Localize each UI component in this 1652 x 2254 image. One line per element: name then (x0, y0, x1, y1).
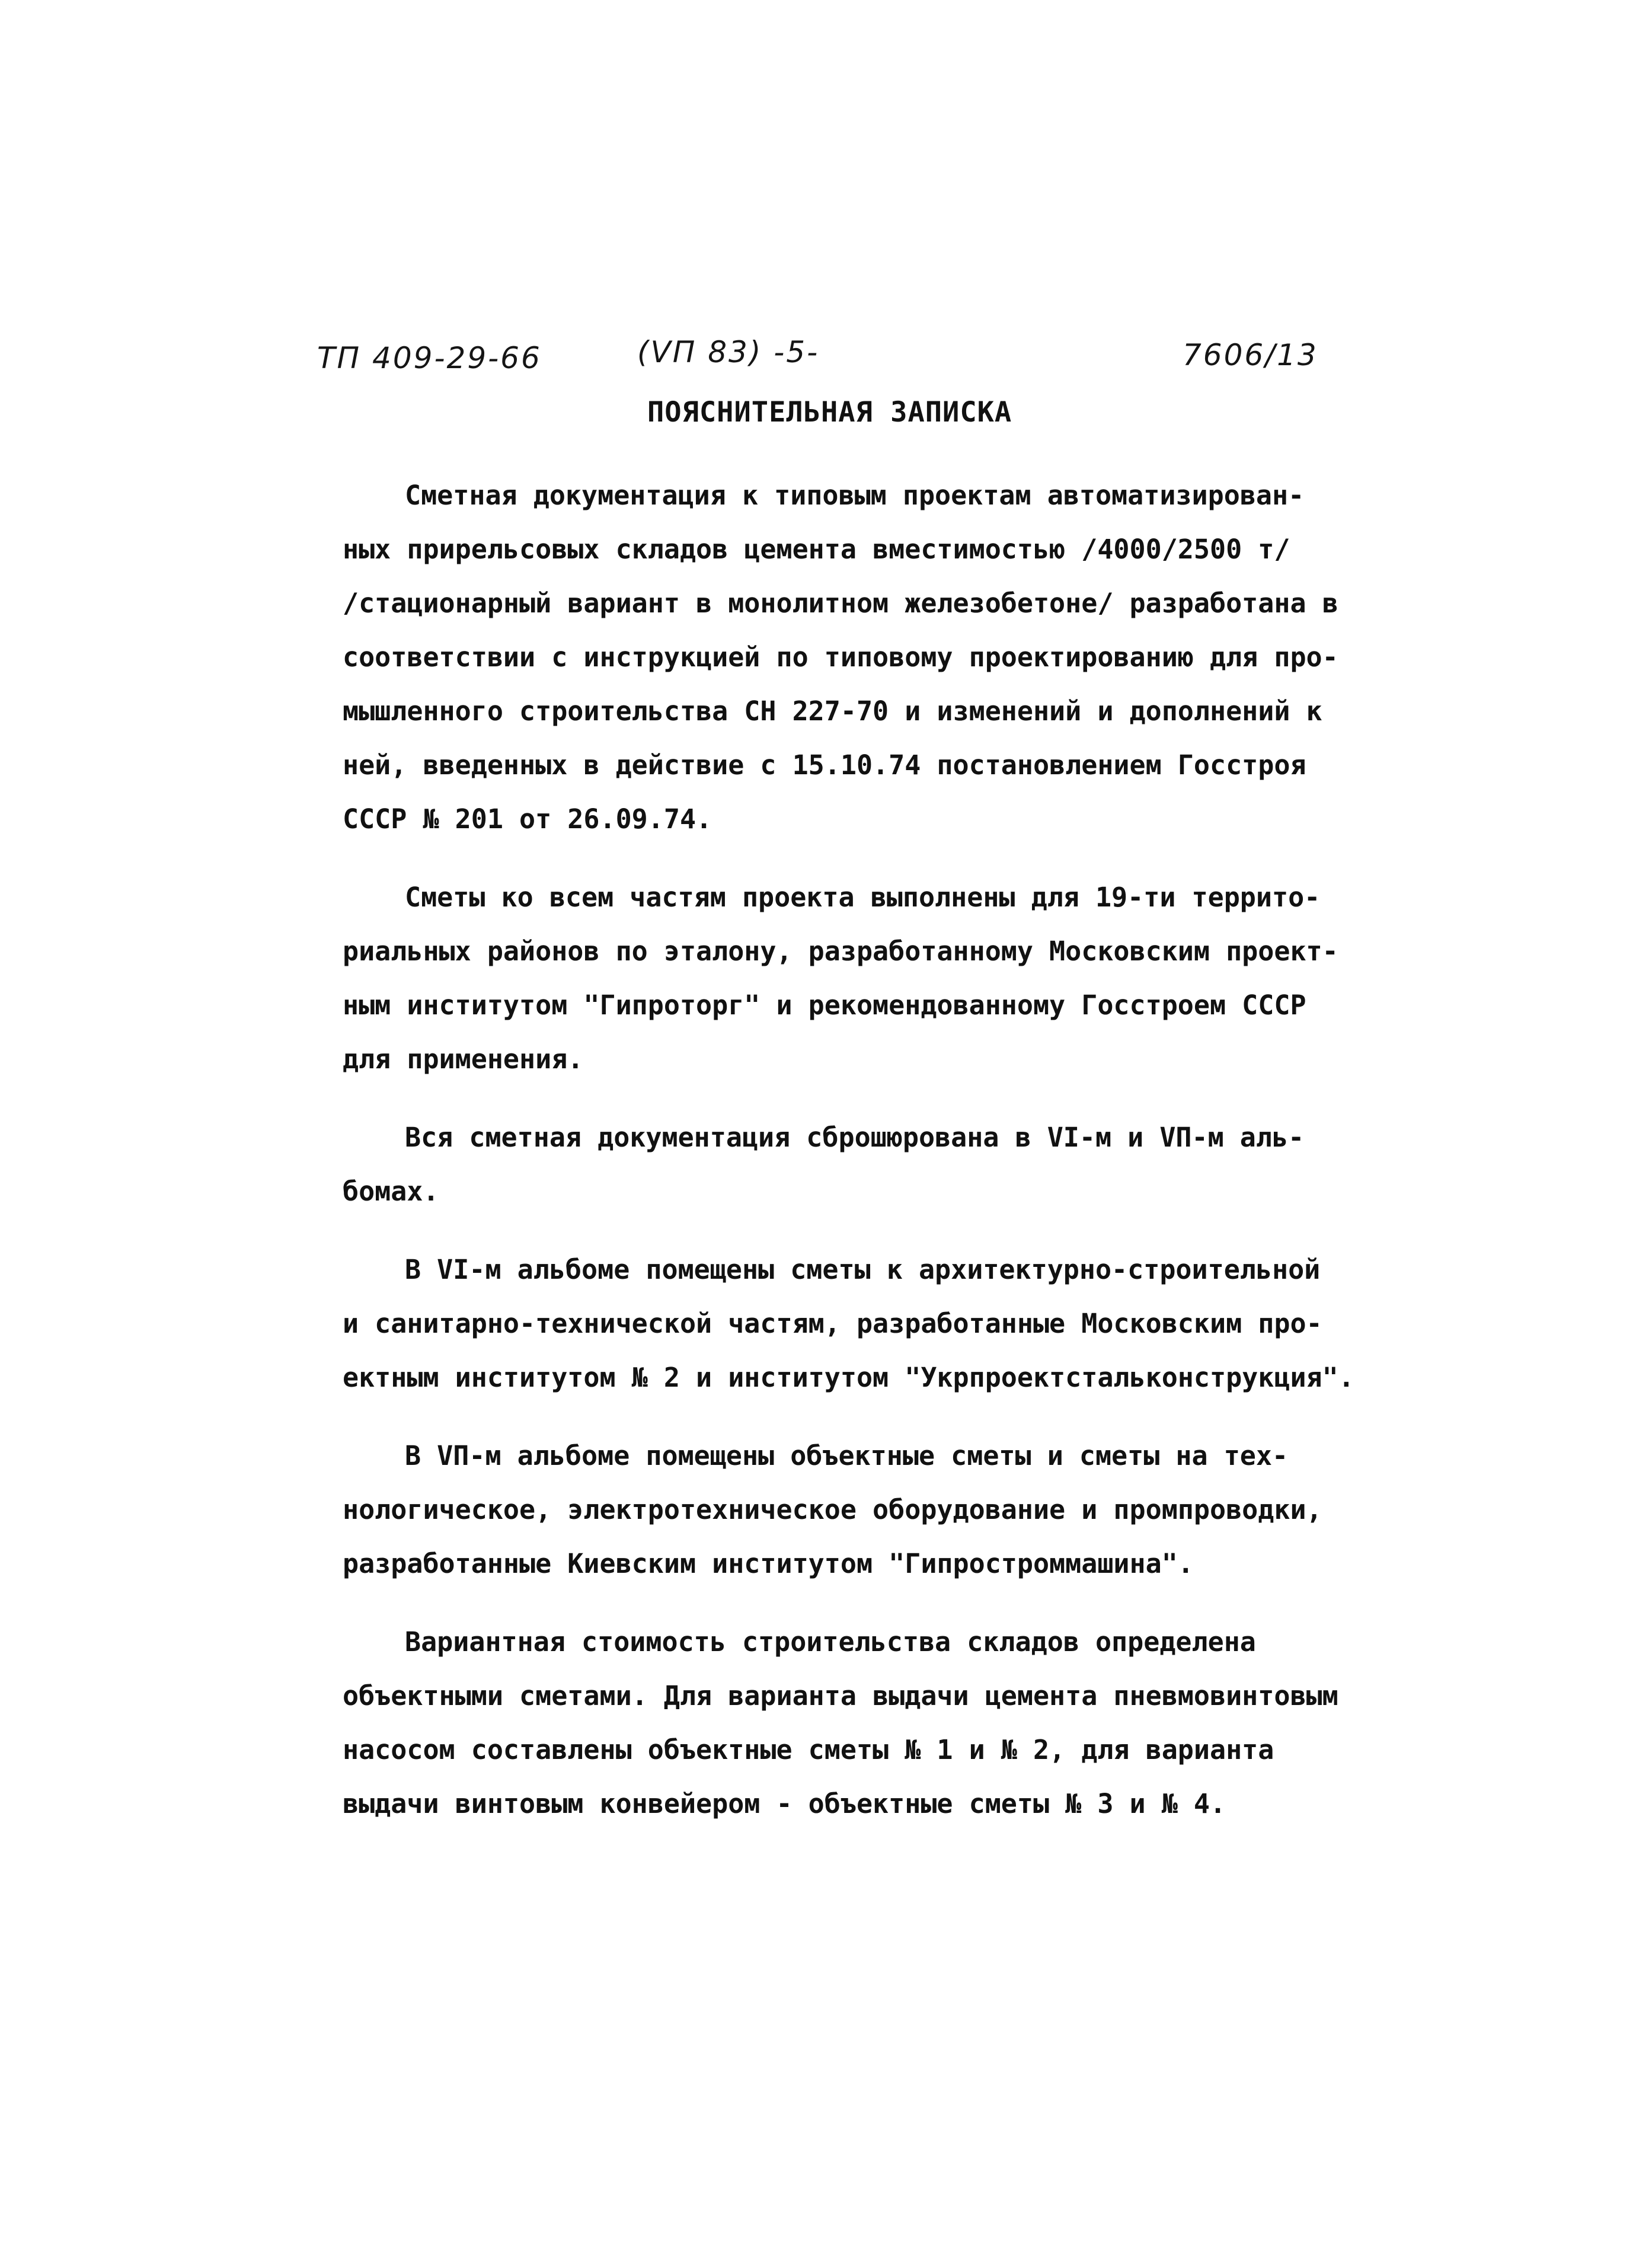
text-line: Вариантная стоимость строительства складов определена (405, 1626, 1256, 1658)
paragraph-documentation-basis (343, 468, 1362, 846)
text-line: /стационарный вариант в монолитном железобетоне/ разработана в (343, 588, 1338, 619)
text-line: Вся сметная документация сброшюрована в VI-м и VП-м аль- (405, 1122, 1305, 1153)
text-line: для применения. (343, 1043, 584, 1075)
text-line: Сметы ко всем частям проекта выполнены для 19-ти террито- (405, 882, 1321, 913)
text-line: ным институтом "Гипроторг" и рекомендованному Госстроем СССР (343, 989, 1306, 1021)
text-line: насосом составлены объектные сметы № 1 и № 2, для варианта (343, 1734, 1274, 1765)
text-line: и санитарно-технической частям, разработанные Московским про- (343, 1308, 1322, 1339)
album-page-number: (VП 83) -5- (637, 335, 820, 369)
paragraph-albums (343, 1110, 1362, 1218)
sheet-number: 7606/13 (1183, 338, 1318, 372)
text-line: разработанные Киевским институтом "Гипростроммашина". (343, 1548, 1194, 1579)
text-line: бомах. (343, 1176, 439, 1207)
document-title: ПОЯСНИТЕЛЬНАЯ ЗАПИСКА (647, 396, 1012, 429)
text-line: СССР № 201 от 26.09.74. (343, 803, 712, 835)
text-line: мышленного строительства СН 227-70 и изменений и дополнений к (343, 695, 1322, 727)
document-body (343, 468, 1362, 1855)
text-line: В VI-м альбоме помещены сметы к архитектурно-строительной (405, 1254, 1321, 1285)
text-line: нологическое, электротехническое оборудование и промпроводки, (343, 1494, 1322, 1525)
paragraph-regional-estimates (343, 870, 1362, 1086)
text-line: объектными сметами. Для варианта выдачи цемента пневмовинтовым (343, 1680, 1338, 1712)
paragraph-album-vi (343, 1243, 1362, 1404)
paragraph-variant-cost (343, 1615, 1362, 1831)
text-line: В VП-м альбоме помещены объектные сметы и сметы на тех- (405, 1440, 1289, 1471)
text-line: соответствии с инструкцией по типовому проектированию для про- (343, 641, 1338, 673)
text-line: Сметная документация к типовым проектам автоматизирован- (405, 480, 1305, 511)
text-line: ных прирельсовых складов цемента вместимостью /4000/2500 т/ (343, 534, 1290, 565)
paragraph-album-vii (343, 1429, 1362, 1591)
text-line: риальных районов по эталону, разработанному Московским проект- (343, 936, 1338, 967)
text-line: ней, введенных в действие с 15.10.74 постановлением Госстроя (343, 749, 1306, 781)
text-line: выдачи винтовым конвейером - объектные сметы № 3 и № 4. (343, 1788, 1226, 1819)
text-line: ектным институтом № 2 и институтом "Укрпроектстальконструкция". (343, 1362, 1354, 1393)
document-code: ТП 409-29-66 (317, 341, 542, 375)
